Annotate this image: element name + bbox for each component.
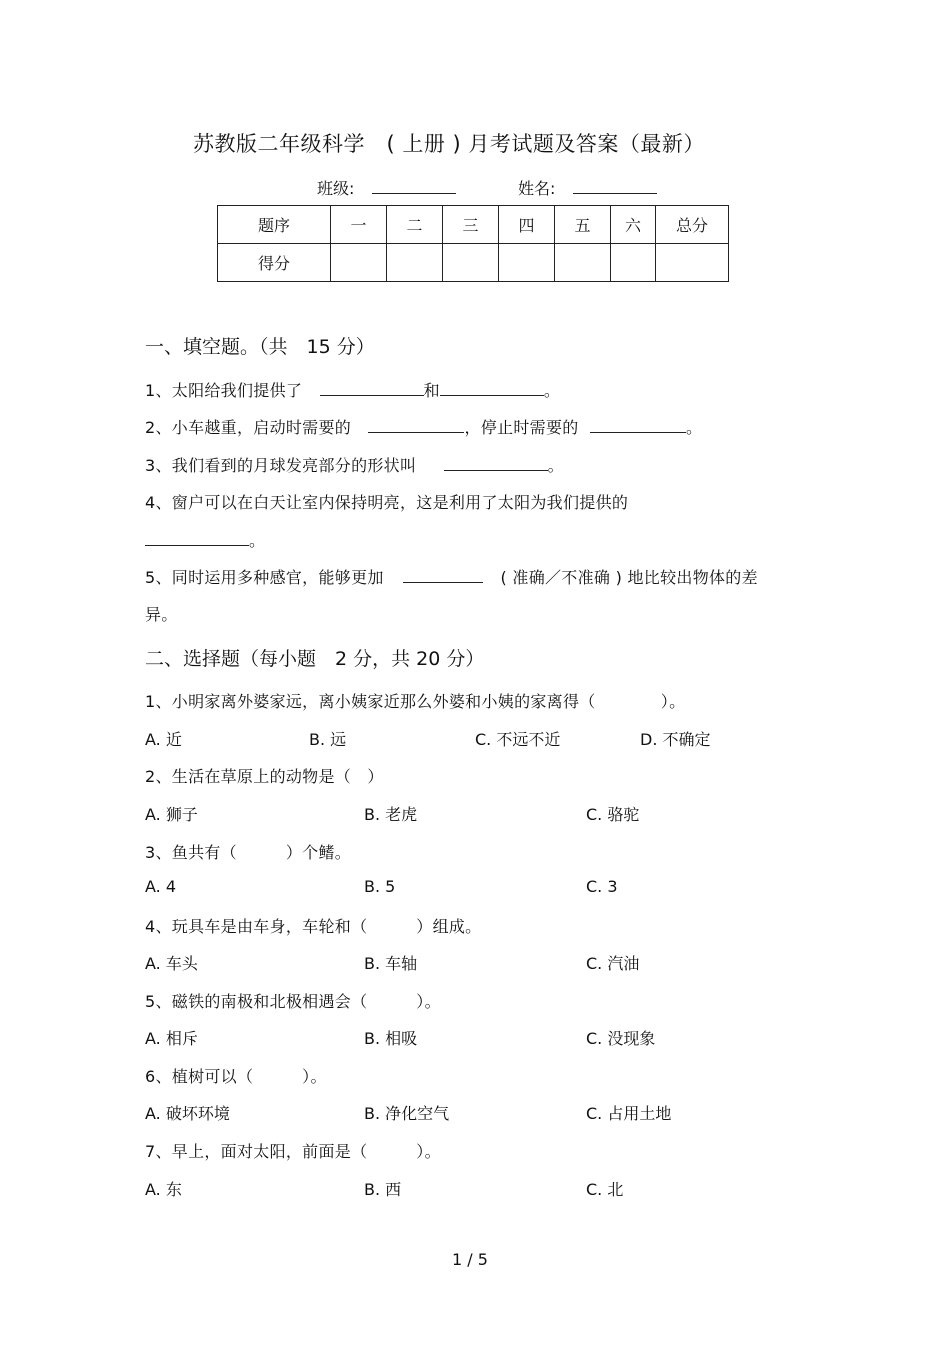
question-text: 5、同时运用多种感官，能够更加	[145, 568, 384, 587]
choice-option-b: B. 西	[364, 1180, 402, 1199]
class-label: 班级:	[317, 179, 355, 198]
fill-question-4-line2	[145, 528, 265, 551]
answer-blank	[590, 417, 686, 433]
score-row-label: 得分	[218, 244, 331, 282]
choice-option-c: C. 没现象	[586, 1029, 656, 1048]
score-cell	[499, 244, 555, 282]
choice-question-3: 3、鱼共有（ ）个鳍。	[145, 843, 352, 862]
fill-question-3	[145, 453, 564, 476]
answer-blank	[368, 417, 464, 433]
score-table	[217, 205, 729, 282]
class-blank	[372, 179, 456, 194]
question-text: ( 准确／不准确 ) 地比较出物体的差	[500, 568, 758, 587]
choice-option-b: B. 车轴	[364, 954, 418, 973]
answer-blank	[320, 380, 424, 396]
choice-option-a: A. 破坏环境	[145, 1104, 230, 1123]
page-title: 苏教版二年级科学 ( 上册 ) 月考试题及答案（最新）	[193, 132, 705, 156]
choice-option-a: A. 近	[145, 730, 182, 749]
choice-option-c: C. 3	[586, 877, 618, 896]
fill-question-2	[145, 415, 702, 438]
choice-option-a: A. 4	[145, 877, 177, 896]
fill-question-5-line2: 异。	[145, 605, 178, 624]
table-header-cell: 题序	[218, 206, 331, 244]
choice-option-b: B. 远	[309, 730, 347, 749]
score-cell	[611, 244, 656, 282]
table-header-cell: 二	[387, 206, 443, 244]
question-text: 。	[543, 381, 561, 400]
choice-question-5: 5、磁铁的南极和北极相遇会（ ）。	[145, 992, 441, 1011]
choice-option-b: B. 相吸	[364, 1029, 418, 1048]
score-cell	[656, 244, 729, 282]
table-header-cell: 四	[499, 206, 555, 244]
choice-option-c: C. 不远不近	[475, 730, 561, 749]
question-text: 和	[423, 381, 440, 400]
choice-option-d: D. 不确定	[640, 730, 711, 749]
choice-option-c: C. 骆驼	[586, 805, 640, 824]
name-blank	[573, 179, 657, 194]
class-field	[317, 176, 456, 199]
question-text: 2、小车越重，启动时需要的	[145, 418, 352, 437]
question-text: 。	[685, 418, 703, 437]
choice-option-a: A. 相斥	[145, 1029, 198, 1048]
table-header-cell: 五	[555, 206, 611, 244]
name-label: 姓名:	[518, 179, 556, 198]
page-number: 1 / 5	[452, 1250, 488, 1269]
table-header-cell: 三	[443, 206, 499, 244]
choice-option-b: B. 5	[364, 877, 396, 896]
section1-heading: 一、填空题。（共 15 分）	[145, 336, 375, 358]
fill-question-5	[145, 565, 758, 588]
fill-question-4	[145, 490, 628, 513]
answer-blank	[145, 530, 249, 546]
question-text: 1、太阳给我们提供了	[145, 381, 303, 400]
question-text: 。	[547, 456, 564, 475]
section2-heading: 二、选择题（每小题 2 分，共 20 分）	[145, 648, 485, 670]
choice-option-c: C. 北	[586, 1180, 624, 1199]
choice-question-2: 2、生活在草原上的动物是（ ）	[145, 767, 384, 786]
score-cell	[555, 244, 611, 282]
choice-option-a: A. 狮子	[145, 805, 198, 824]
score-table-header-row	[218, 206, 729, 244]
choice-question-4: 4、玩具车是由车身，车轮和（ ）组成。	[145, 917, 482, 936]
score-cell	[331, 244, 387, 282]
question-text: 。	[249, 531, 266, 550]
score-cell	[387, 244, 443, 282]
table-header-cell: 一	[331, 206, 387, 244]
fill-question-1	[145, 378, 560, 401]
table-header-cell: 六	[611, 206, 656, 244]
choice-option-b: B. 老虎	[364, 805, 418, 824]
name-field	[518, 176, 657, 199]
choice-option-a: A. 东	[145, 1180, 182, 1199]
question-text: ，停止时需要的	[464, 418, 579, 437]
answer-blank	[403, 567, 483, 583]
table-header-cell: 总分	[656, 206, 729, 244]
choice-question-7: 7、早上，面对太阳，前面是（ ）。	[145, 1142, 441, 1161]
question-text: 3、我们看到的月球发亮部分的形状叫	[145, 456, 417, 475]
answer-blank	[444, 455, 548, 471]
answer-blank	[440, 380, 544, 396]
score-cell	[443, 244, 499, 282]
choice-option-a: A. 车头	[145, 954, 198, 973]
choice-option-c: C. 汽油	[586, 954, 640, 973]
choice-question-6: 6、植树可以（ ）。	[145, 1067, 327, 1086]
choice-option-b: B. 净化空气	[364, 1104, 450, 1123]
question-text: 4、窗户可以在白天让室内保持明亮，这是利用了太阳为我们提供的	[145, 493, 629, 512]
choice-question-1: 1、小明家离外婆家远，离小姨家近那么外婆和小姨的家离得（ ）。	[145, 692, 686, 711]
score-table-score-row	[218, 244, 729, 282]
choice-option-c: C. 占用土地	[586, 1104, 672, 1123]
